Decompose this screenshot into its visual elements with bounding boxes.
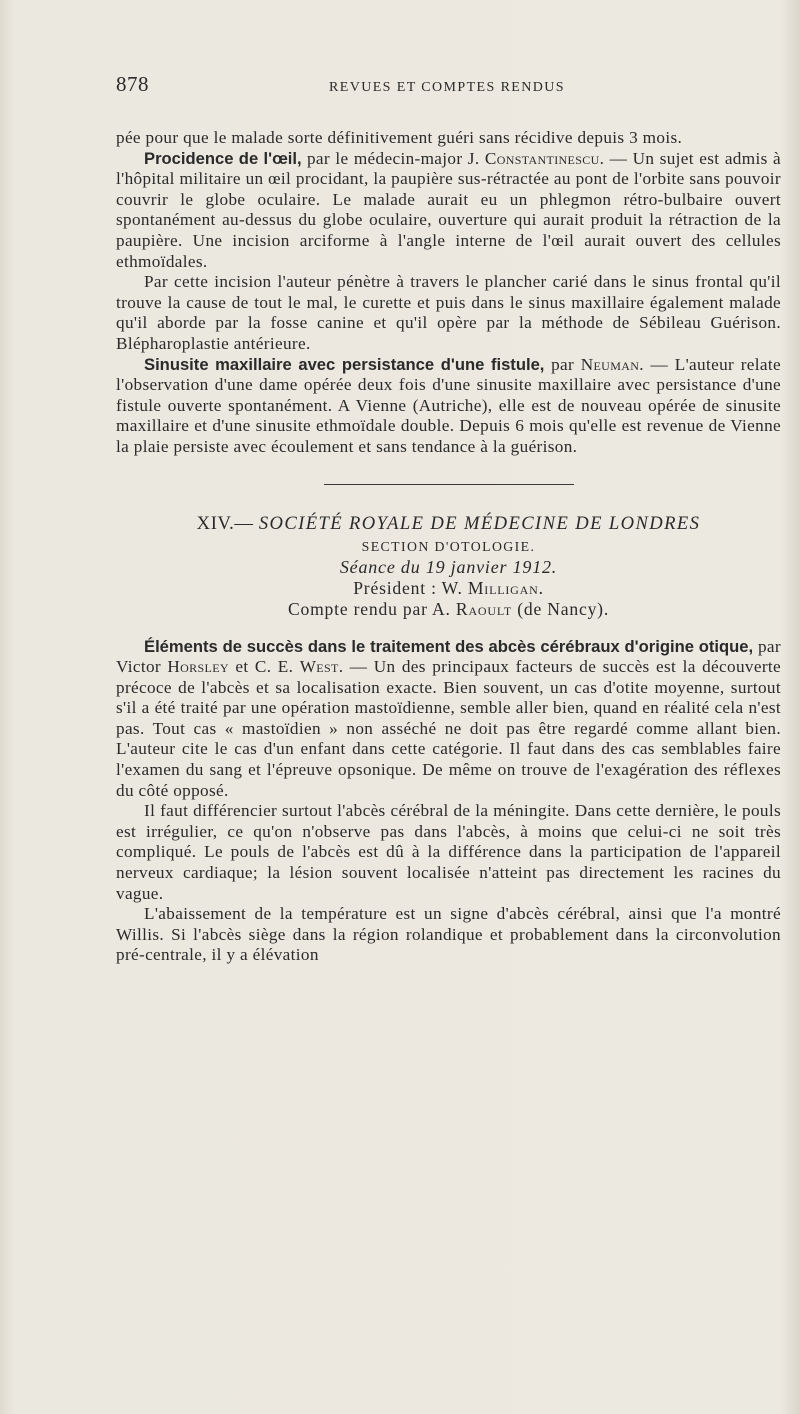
section-subtitle: SECTION D'OTOLOGIE. <box>361 538 536 554</box>
article-body-second <box>116 637 781 967</box>
article-text: . — Un sujet est admis à l'hôpital militaire un œil procidant, la paupière sus-rétractée au pont de l'orbite sans pouvoir couvrir le globe oculaire. Le malade aurait eu un phlegmon rétro-bulbaire ouvert spontanément au-dessus du globe oculaire, ouverture qui aurait produit la rétraction de la paupière. Une incision arciforme à l'angle interne de l'œil aurait ouvert des cellules ethmoïdales. <box>116 148 781 271</box>
paragraph-text: Il faut différencier surtout l'abcès cérébral de la méningite. Dans cette dernière, le pouls est irrégulier, ce qu'on n'observe pas dans l'abcès, à moins que celui-ci ne soit très compliqué. Le pouls de l'abcès est dû à la différence dans la participation de l'appareil nerveux cardiaque; la lésion souvent localisée n'atteint pas directement les racines du vague. <box>116 801 781 903</box>
article-topic: Éléments de succès dans le traitement des abcès cérébraux d'origine otique, <box>144 636 754 656</box>
section-heading <box>116 513 781 620</box>
page-number: 878 <box>116 72 149 96</box>
society-name: SOCIÉTÉ ROYALE DE MÉDECINE DE LONDRES <box>258 512 701 534</box>
running-head: REVUES ET COMPTES RENDUS <box>329 80 565 95</box>
article-topic: Sinusite maxillaire avec persistance d'une fistule, <box>144 354 545 374</box>
president-label: Président : W. <box>353 577 468 598</box>
paragraph-text: pée pour que le malade sorte définitivement guéri sans récidive depuis 3 mois. <box>116 128 683 147</box>
author-intro: par le médecin-major J. <box>301 148 485 168</box>
author-connector: et C. E. <box>228 657 300 677</box>
report-location: (de Nancy). <box>512 598 610 619</box>
article-topic: Procidence de l'œil, <box>144 148 302 168</box>
article-text: . — L'auteur relate l'observation d'une dame opérée deux fois d'une sinusite maxillaire avec persistance d'une fistule ouverte spontanément. A Vienne (Autriche), elle est de nouveau opérée de sinusite maxillaire et d'une sinusite ethmoïdale double. Depuis 6 mois qu'elle est revenue de Vienne la plaie persiste avec écoulement et sans tendance à la guérison. <box>116 354 781 456</box>
paragraph-text: Par cette incision l'auteur pénètre à travers le plancher carié dans le sinus frontal qu'il trouve la cause de tout le mal, le curette et puis dans le sinus maxillaire également malade qu'il aborde par la fosse canine et qu'il opère par la méthode de Sébileau Guérison. Blépharoplastie antérieure. <box>116 272 781 353</box>
report-author: Raoult <box>455 598 512 619</box>
author-name: West <box>299 657 339 677</box>
report-label: Compte rendu par A. <box>287 598 456 619</box>
author-name: Constantinescu <box>484 148 600 168</box>
report-line <box>116 599 781 620</box>
punctuation: . <box>538 577 544 598</box>
author-name: Neuman <box>580 354 640 374</box>
article-sinusite <box>116 355 781 458</box>
article-body-first <box>116 128 781 458</box>
author-intro: par Victor <box>116 636 781 677</box>
session-date: Séance du 19 janvier 1912. <box>339 556 558 577</box>
author-name: Horsley <box>167 657 229 677</box>
paragraph <box>116 272 781 354</box>
section-title <box>116 513 781 534</box>
author-intro: par <box>544 354 581 374</box>
article-abces <box>116 637 781 802</box>
president-name: Milligan <box>467 577 539 598</box>
paragraph <box>116 801 781 904</box>
paragraph-text: L'abaissement de la température est un signe d'abcès cérébral, ainsi que l'a montré Willis. Si l'abcès siège dans la région rolandique et probablement dans la circonvolution pré-centrale, il y a élévation <box>116 904 781 965</box>
paragraph-continuation <box>116 128 781 149</box>
paragraph <box>116 904 781 966</box>
section-divider <box>324 484 574 485</box>
article-text: . — Un des principaux facteurs de succès est la découverte précoce de l'abcès et sa localisation exacte. Bien souvent, un cas d'otite moyenne, surtout s'il a été traité par une opération mastoïdienne, semble aller bien, quand en réalité cela n'est pas. Tout cas « mastoïdien » non asséché ne doit pas être regardé comme allant bien. L'auteur cite le cas d'un enfant dans cette catégorie. Il faut dans des cas semblables faire l'examen du sang et l'épreuve opsonique. De même on trouve de l'exagération des réflexes du côté opposé. <box>116 657 781 800</box>
president-line <box>116 578 781 599</box>
article-procidence <box>116 149 781 273</box>
page-content <box>116 72 781 966</box>
section-number: XIV.— <box>196 512 254 534</box>
page-header <box>116 72 781 106</box>
